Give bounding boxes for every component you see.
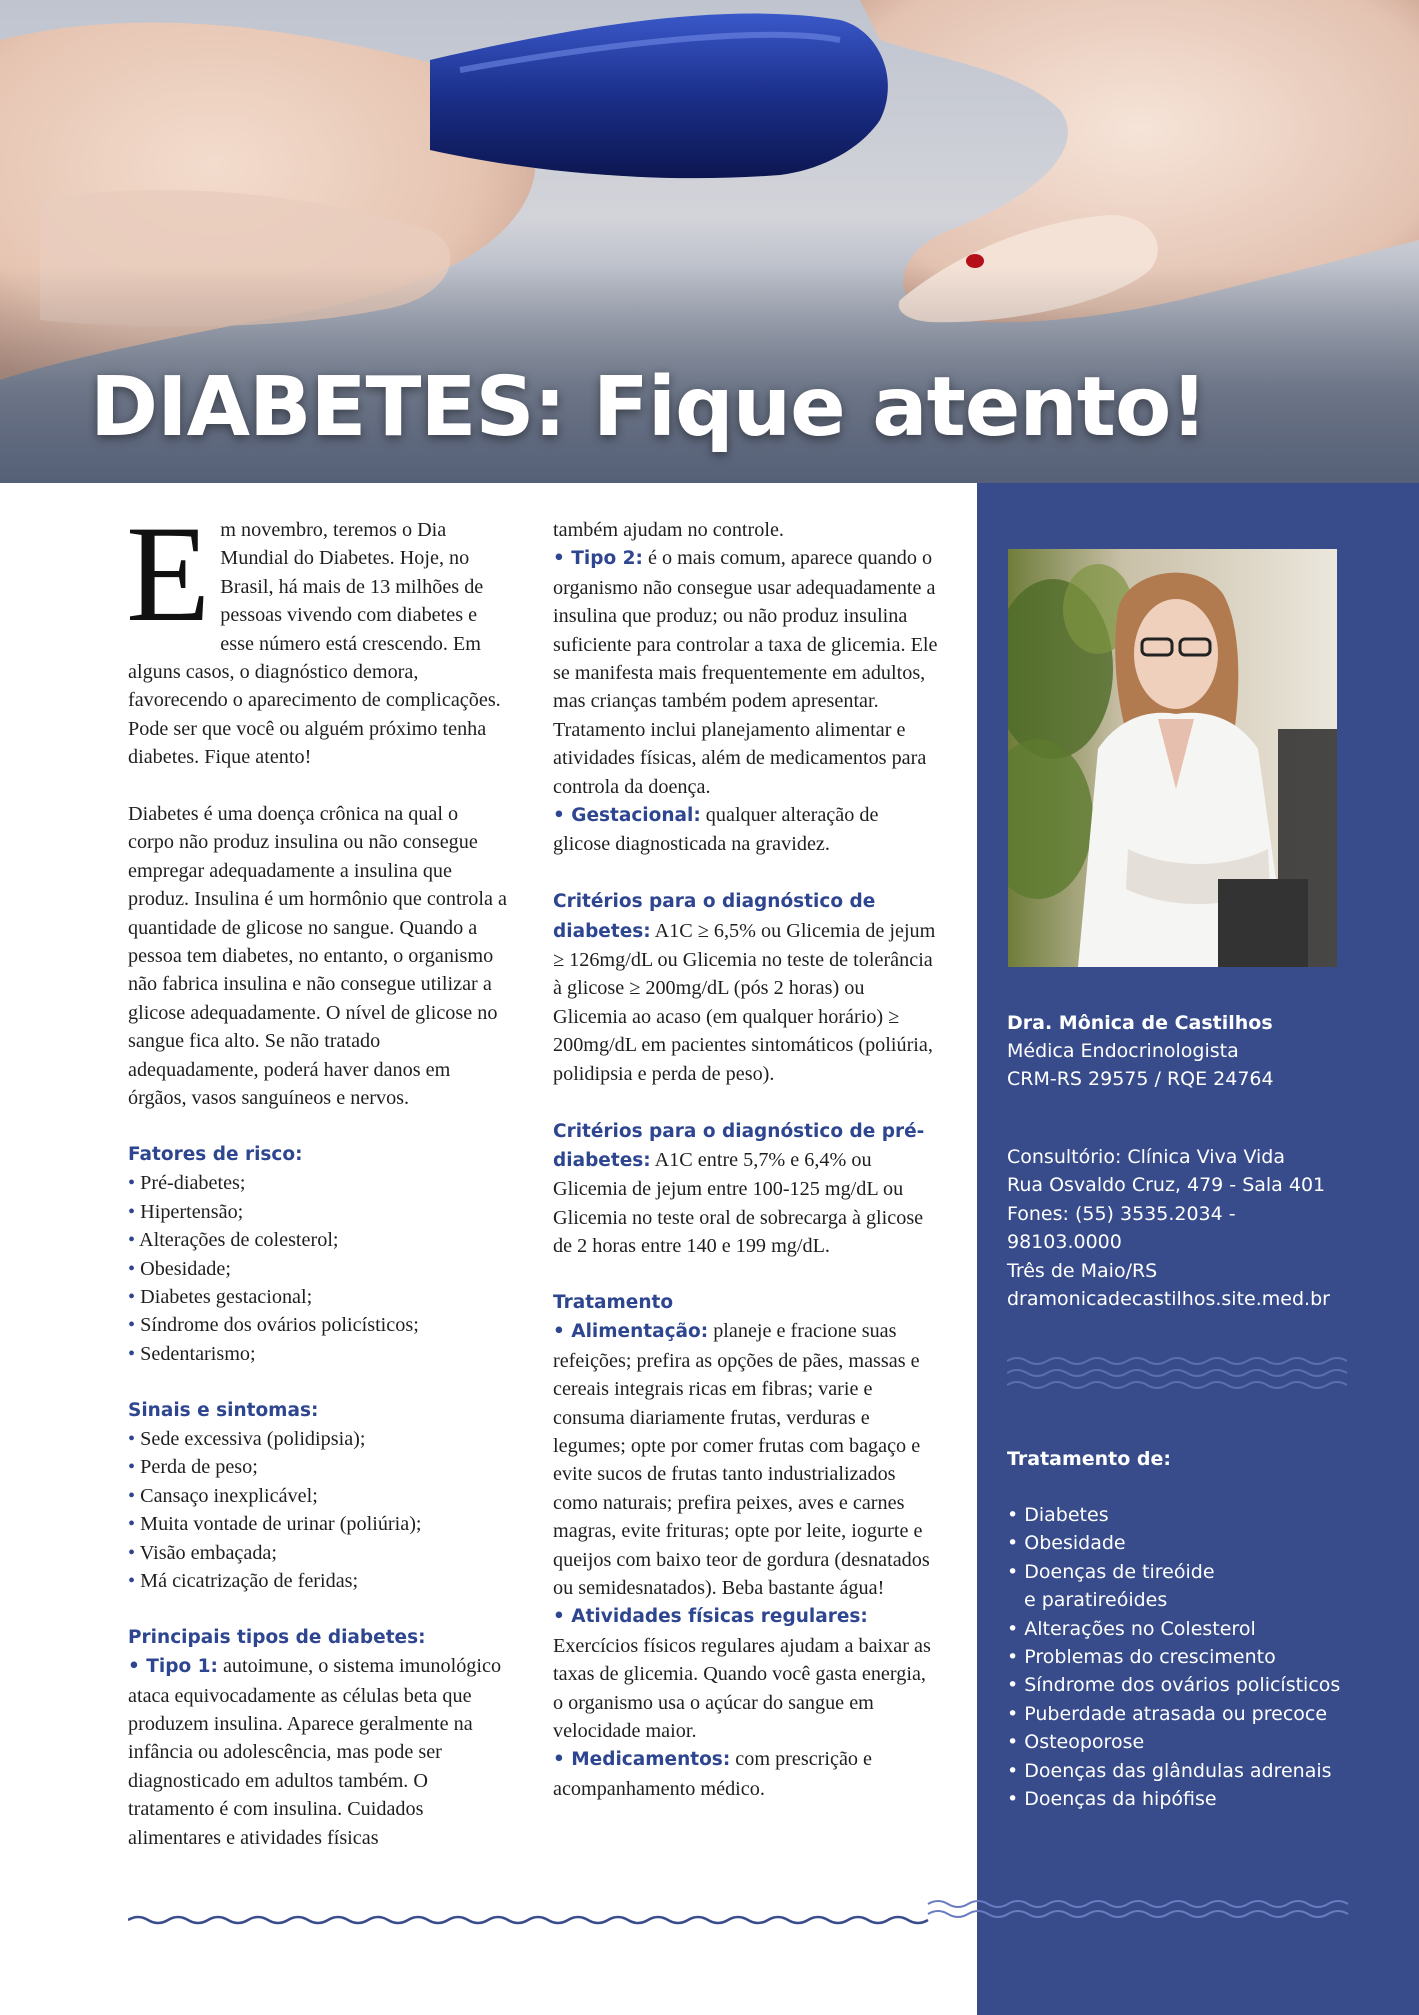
medication-paragraph [553, 1745, 938, 1803]
bottom-wave-icon [128, 1892, 1358, 1932]
medication-label: • Medicamentos: [553, 1749, 731, 1771]
clinic-city: Três de Maio/RS [1007, 1259, 1158, 1282]
diagnosis-criteria-text: A1C ≥ 6,5% ou Glicemia de jejum ≥ 126mg/dL ou Glicemia no teste de tolerância à glicose ≥ 200mg/dL (pós 2 horas) ou Glicemia ao acaso (em qualquer horário) ≥ 200mg/dL em pacientes sintomáticos (poliúria, polidipsia e perda de peso). [553, 919, 936, 1085]
page-title: DIABETES: Fique atento! [90, 360, 1207, 455]
clinic-phone-2: 98103.0000 [1007, 1231, 1122, 1254]
risk-factors-heading: Fatores de risco: [128, 1143, 303, 1165]
doctor-sidebar [977, 483, 1419, 2015]
gestational-text: qualquer alteração de glicose diagnosticada na gravidez. [553, 804, 879, 856]
diagnosis-criteria-paragraph [553, 887, 938, 1088]
doctor-name: Dra. Mônica de Castilhos [1007, 1012, 1273, 1034]
list-item: • Hipertensão; [128, 1198, 508, 1226]
gestational-paragraph [553, 801, 938, 859]
list-item: • Sedentarismo; [128, 1340, 508, 1368]
list-item: • Cansaço inexplicável; [128, 1482, 508, 1510]
type2-label: • Tipo 2: [553, 548, 643, 570]
list-item: • Problemas do crescimento [1007, 1643, 1340, 1671]
risk-factors-list [128, 1169, 508, 1368]
list-item: • Pré-diabetes; [128, 1169, 508, 1197]
list-item: • Visão embaçada; [128, 1539, 508, 1567]
clinic-phone: Fones: (55) 3535.2034 - [1007, 1202, 1236, 1225]
drop-cap: E [126, 497, 211, 650]
definition-paragraph: Diabetes é uma doença crônica na qual o corpo não produz insulina ou não consegue empregar adequadamente a insulina que produz. Insulina é um hormônio que controla a quantidade de glicose no sangue. Quando a pessoa tem diabetes, no entanto, o organismo não fabrica insulina e não consegue utilizar a glicose adequadamente. O nível de glicose no sangue fica alto. Se não tratado adequadamente, poderá haver danos em órgãos, vasos sanguíneos e nervos. [128, 803, 507, 1110]
doctor-photo [1008, 549, 1337, 967]
list-item: • Perda de peso; [128, 1453, 508, 1481]
food-paragraph [553, 1317, 938, 1602]
type1-paragraph [128, 1652, 508, 1852]
list-item: • Alterações de colesterol; [128, 1226, 508, 1254]
treatment-heading: Tratamento [553, 1291, 674, 1313]
type1-label: • Tipo 1: [128, 1656, 218, 1678]
list-item: • Doenças das glândulas adrenais [1007, 1757, 1340, 1785]
list-item: • Doenças da hipófise [1007, 1785, 1340, 1813]
list-item: • Obesidade [1007, 1529, 1340, 1557]
medication-text: com prescrição e acompanhamento médico. [553, 1748, 873, 1800]
clinic-website: dramonicadecastilhos.site.med.br [1007, 1288, 1330, 1311]
prediabetes-criteria-label: Critérios para o diagnóstico de pré-diabetes: [553, 1120, 925, 1171]
type2-paragraph [553, 544, 938, 801]
list-item: • Síndrome dos ovários policísticos; [128, 1311, 508, 1339]
list-item: • Diabetes [1007, 1501, 1340, 1529]
list-item: • Má cicatrização de feridas; [128, 1567, 508, 1595]
activity-label: • Atividades físicas regulares: [553, 1606, 868, 1628]
doctor-crm: CRM-RS 29575 / RQE 24764 [1007, 1068, 1274, 1090]
symptoms-list [128, 1425, 508, 1595]
clinic-address: Rua Osvaldo Cruz, 479 - Sala 401 [1007, 1174, 1326, 1197]
list-item: • Alterações no Colesterol [1007, 1615, 1340, 1643]
food-text: planeje e fracione suas refeições; prefira as opções de pães, massas e cereais integrais ricas em fibras; varie e consuma diariamente frutas, verduras e legumes; opte por comer frutas com bagaço e evite sucos de frutas tanto industrializados como naturais; prefira peixes, aves e carnes magras, evite frituras; opte por leite, iogurte e queijos com baixo teor de gordura (desnatados ou semidesnatados). Beba bastante água! [553, 1320, 930, 1599]
types-heading: Principais tipos de diabetes: [128, 1626, 426, 1648]
doctor-specialty: Médica Endocrinologista [1007, 1040, 1239, 1062]
activity-text: Exercícios físicos regulares ajudam a baixar as taxas de glicemia. Quando você gasta energia, o organismo usa o açúcar do sangue em velocidade maior. [553, 1634, 931, 1743]
wave-divider-icon [1007, 1353, 1352, 1389]
contact-info [1007, 1143, 1330, 1313]
prediabetes-criteria-paragraph [553, 1117, 938, 1261]
prediabetes-criteria-text: A1C entre 5,7% e 6,4% ou Glicemia de jejum entre 100-125 mg/dL ou Glicemia no teste oral de sobrecarga à glicose de 2 horas entre 140 e 199 mg/dL. [553, 1148, 924, 1258]
type2-text: é o mais comum, aparece quando o organismo não consegue usar adequadamente a insulina que produz; ou não produz insulina suficiente para controlar a taxa de glicemia. Ele se manifesta mais frequentemente em adultos, mas crianças também podem apresentar. Tratamento inclui planejamento alimentar e atividades físicas, além de medicamentos para controla da doença. [553, 547, 938, 798]
list-item: • Obesidade; [128, 1255, 508, 1283]
list-item: • Síndrome dos ovários policísticos [1007, 1671, 1340, 1699]
list-item: • Doenças de tireóide [1007, 1558, 1340, 1586]
article-column-1 [126, 497, 508, 1852]
treatments-list [1007, 1501, 1340, 1813]
food-label: • Alimentação: [553, 1321, 709, 1343]
type1-continuation: também ajudam no controle. [553, 519, 784, 541]
list-item: • Puberdade atrasada ou precoce [1007, 1700, 1340, 1728]
list-item: • Diabetes gestacional; [128, 1283, 508, 1311]
treatments-heading: Tratamento de: [1007, 1448, 1172, 1470]
activity-paragraph [553, 1602, 938, 1745]
diagnosis-criteria-label: Critérios para o diagnóstico de diabetes: [553, 891, 876, 942]
doctor-credentials [1007, 1037, 1274, 1093]
symptoms-heading: Sinais e sintomas: [128, 1399, 319, 1421]
type1-text: autoimune, o sistema imunológico ataca equivocadamente as células beta que produzem insulina. Aparece geralmente na infância ou adolescência, mas pode ser diagnosticado em adultos também. O tratamento é com insulina. Cuidados alimentares e atividades físicas [128, 1655, 502, 1849]
list-item: • Sede excessiva (polidipsia); [128, 1425, 508, 1453]
hero-banner [0, 0, 1419, 483]
intro-paragraph [126, 497, 508, 772]
intro-text: m novembro, teremos o Dia Mundial do Diabetes. Hoje, no Brasil, há mais de 13 milhões de pessoas vivendo com diabetes e esse número está crescendo. Em alguns casos, o diagnóstico demora, favorecendo o aparecimento de complicações. Pode ser que você ou alguém próximo tenha diabetes. Fique atento! [128, 519, 501, 769]
clinic-name: Consultório: Clínica Viva Vida [1007, 1146, 1286, 1168]
gestational-label: • Gestacional: [553, 805, 701, 827]
list-item: • Muita vontade de urinar (poliúria); [128, 1510, 508, 1538]
article-column-2 [553, 516, 938, 1803]
list-item-continuation: e paratireóides [1024, 1589, 1168, 1612]
list-item: • Osteoporose [1007, 1728, 1340, 1756]
